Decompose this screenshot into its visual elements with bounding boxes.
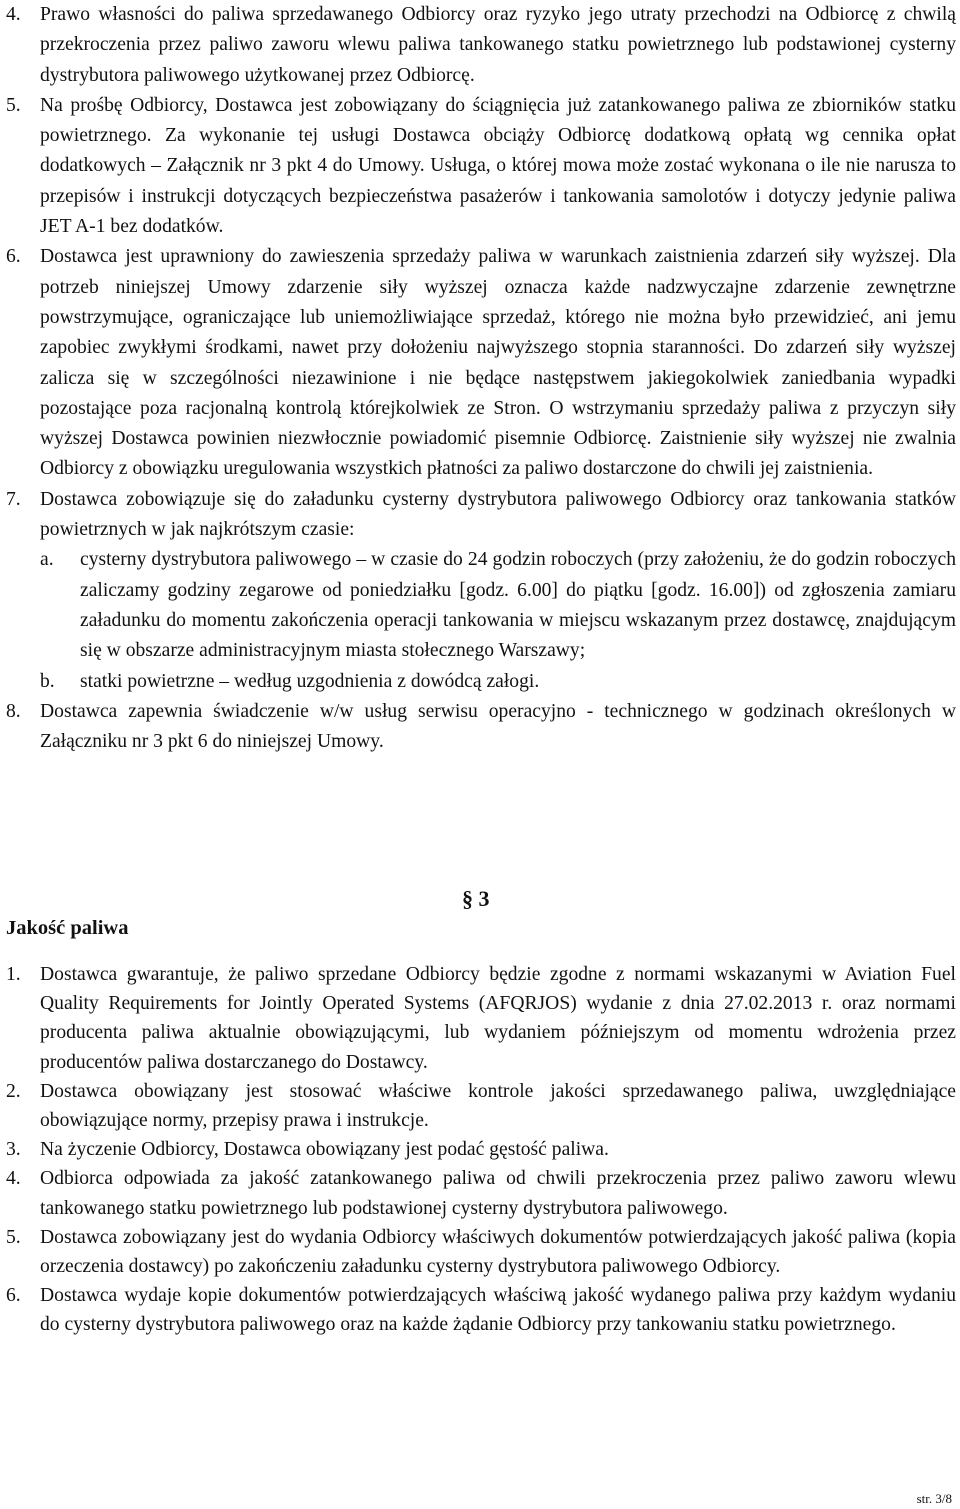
- section-number: § 3: [462, 886, 490, 911]
- clause-text: Dostawca zobowiązuje się do załadunku cysterny dystrybutora paliwowego Odbiorcy oraz tankowania statków powietrznych w jak najkrótszym czasie:: [40, 488, 956, 541]
- quality-clause-item-1: [6, 960, 956, 1077]
- clause-number: 5.: [6, 1226, 21, 1248]
- clause-text: Dostawca wydaje kopie dokumentów potwierdzających właściwą jakość wydanego paliwa przy każdym wydaniu do cysterny dystrybutora paliwowego oraz na każde żądanie Odbiorcy przy tankowaniu statku powietrznego.: [40, 1285, 956, 1336]
- quality-clause-item-4: [6, 1164, 956, 1222]
- clause-text: Na życzenie Odbiorcy, Dostawca obowiązany jest podać gęstość paliwa.: [40, 1139, 609, 1161]
- clause-text: Odbiorca odpowiada za jakość zatankowanego paliwa od chwili przekroczenia przez paliwo zaworu wlewu tankowanego statku powietrznego lub podstawionej cysterny dystrybutora paliwowego.: [40, 1168, 956, 1219]
- clause-number: 8.: [6, 700, 21, 722]
- clause-item-5: [6, 91, 956, 242]
- clause-text: Prawo własności do paliwa sprzedawanego Odbiorcy oraz ryzyko jego utraty przechodzi na Odbiorcę z chwilą przekroczenia przez paliwo zaworu wlewu paliwa tankowanego statku powietrznego lub podstawionej cysterny dystrybutora paliwowego użytkowanej przez Odbiorcę.: [40, 4, 956, 86]
- section-title: Jakość paliwa: [6, 917, 129, 939]
- clause-number: 2.: [6, 1080, 21, 1102]
- clause-number: 4.: [6, 1168, 21, 1190]
- subclause-letter: b.: [40, 670, 55, 692]
- quality-clause-item-6: [6, 1281, 956, 1339]
- subclause-letter: a.: [40, 549, 54, 571]
- clause-text: Dostawca jest uprawniony do zawieszenia sprzedaży paliwa w warunkach zaistnienia zdarzeń siły wyższej. Dla potrzeb niniejszej Umowy zdarzenie siły wyższej oznacza każde nadzwyczajne zdarzenie zewnętrzne powstrzymujące, ograniczające lub uniemożliwiające sprzedaż, którego nie można było przewidzieć, ani jemu zapobiec zwykłymi środkami, nawet przy dołożeniu najwyższego stopnia staranności. Do zdarzeń siły wyższej zalicza się w szczególności niezawinione i nie będące następstwem jakiegokolwiek zaniedbania wypadki pozostające poza racjonalną kontrolą którejkolwiek ze Stron. O wstrzymaniu sprzedaży paliwa z przyczyn siły wyższej Dostawca powinien niezwłocznie powiadomić pisemnie Odbiorcę. Zaistnienie siły wyższej nie zwalnia Odbiorcy z obowiązku uregulowania wszystkich płatności za paliwo dostarczone do chwili jej zaistnienia.: [40, 246, 956, 480]
- clause-number: 7.: [6, 488, 21, 510]
- clause-item-8: [6, 697, 956, 758]
- clause-item-7: [6, 485, 956, 697]
- quality-clause-item-3: [6, 1135, 956, 1164]
- clause-number: 3.: [6, 1139, 21, 1161]
- clause-text: Dostawca zapewnia świadczenie w/w usług serwisu operacyjno - technicznego w godzinach określonych w Załączniku nr 3 pkt 6 do niniejszej Umowy.: [40, 700, 956, 753]
- clause-number: 4.: [6, 4, 21, 25]
- subclause-item-a: [40, 545, 956, 666]
- clause-text: Na prośbę Odbiorcy, Dostawca jest zobowiązany do ściągnięcia już zatankowanego paliwa ze zbiorników statku powietrznego. Za wykonanie tej usługi Dostawca obciąży Odbiorcę dodatkową opłatą wg cennika opłat dodatkowych – Załącznik nr 3 pkt 4 do Umowy. Usługa, o której mowa może zostać wykonana o ile nie narusza to przepisów i instrukcji dotyczących bezpieczeństwa pasażerów i tankowania samolotów i dotyczy jedynie paliwa JET A-1 bez dodatków.: [40, 94, 956, 238]
- clause-number: 1.: [6, 964, 21, 985]
- page-number: str. 3/8: [916, 1491, 952, 1506]
- quality-clause-item-2: [6, 1077, 956, 1135]
- quality-clause-item-5: [6, 1223, 956, 1281]
- clause-number: 6.: [6, 246, 21, 268]
- clause-list-section-3: [6, 960, 956, 1340]
- clause-item-6: [6, 242, 956, 484]
- clause-number: 5.: [6, 94, 21, 116]
- clause-item-4: [6, 0, 956, 91]
- clause-text: Dostawca zobowiązany jest do wydania Odbiorcy właściwych dokumentów potwierdzających jakość paliwa (kopia orzeczenia dostawcy) po zakończeniu załadunku cysterny dystrybutora paliwowego Odbiorcy.: [40, 1226, 956, 1278]
- clause-text: Dostawca gwarantuje, że paliwo sprzedane Odbiorcy będzie zgodne z normami wskazanymi w Aviation Fuel Quality Requirements for Jointly Operated Systems (AFQRJOS) wydanie z dnia 27.02.2013 r. oraz normami producenta paliwa aktualnie obowiązującymi, lub wydaniem późniejszym od momentu wdrożenia przez producentów paliwa dostarczanego do Dostawcy.: [40, 964, 956, 1073]
- subclause-list: [40, 545, 956, 696]
- clause-list-section-2: [6, 0, 956, 757]
- clause-number: 6.: [6, 1285, 21, 1307]
- subclause-item-b: [40, 667, 956, 697]
- subclause-text: statki powietrzne – według uzgodnienia z dowódcą załogi.: [80, 670, 540, 692]
- subclause-text: cysterny dystrybutora paliwowego – w czasie do 24 godzin roboczych (przy założeniu, że do godzin roboczych zaliczamy godziny zegarowe od poniedziałku [godz. 6.00] do piątku [godz. 16.00]) od zgłoszenia zamiaru załadunku do momentu zakończenia operacji tankowania w miejscu wskazanym przez dostawcę, znajdującym się w obszarze administracyjnym miasta stołecznego Warszawy;: [80, 549, 956, 662]
- clause-text: Dostawca obowiązany jest stosować właściwe kontrole jakości sprzedawanego paliwa, uwzględniające obowiązujące normy, przepisy prawa i instrukcje.: [40, 1080, 956, 1132]
